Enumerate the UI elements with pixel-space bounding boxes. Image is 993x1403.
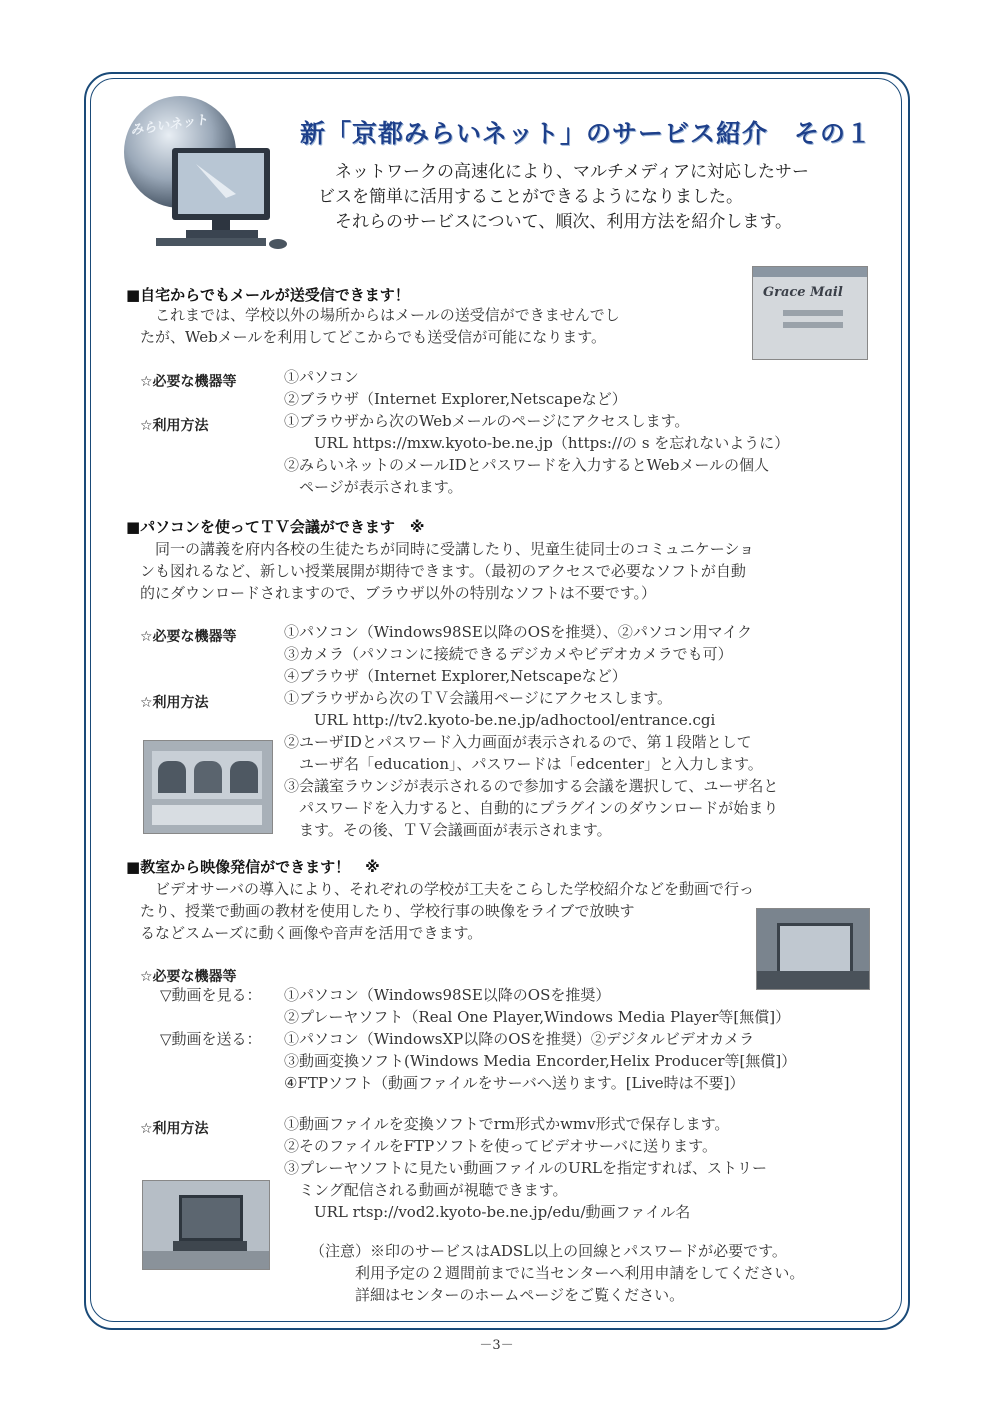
password-field [783,322,843,328]
usage-url: URL rtsp://vod2.kyoto-be.ne.jp/edu/動画ファイル名 [284,1203,691,1221]
login-field [783,310,843,316]
intro-line: ビスを簡単に活用することができるようになりました。 [318,187,743,207]
view-label: ▽動画を見る： [160,986,262,1004]
keyboard [173,1241,247,1251]
monitor-screen [179,1195,243,1241]
usage-item: ます。その後、ＴＶ会議画面が表示されます。 [284,821,612,839]
section-heading-tv: ■パソコンを使ってＴＶ会議ができます ※ [126,518,425,536]
section-heading-mail: ■自宅からでもメールが送受信できます！ [126,286,410,304]
usage-label: ☆利用方法 [140,695,209,711]
section-heading-video: ■教室から映像発信ができます！ ※ [126,858,380,876]
intro-line: ネットワークの高速化により、マルチメディアに対応したサー [318,162,809,182]
classroom-pc-photo [142,1180,270,1270]
tv-conference-screenshot [143,740,273,834]
window-titlebar [753,267,867,277]
notice-line: 利用予定の２週間前までに当センターへ利用申請をしてください。 [310,1264,805,1282]
usage-item: ①ブラウザから次のWebメールのページにアクセスします。 [284,412,690,430]
usage-list-mail [284,410,789,498]
intro-line: それらのサービスについて、順次、利用方法を紹介します。 [318,212,792,232]
equipment-list-tv [284,621,752,687]
intro [318,160,878,235]
equipment-item: ①パソコン [284,368,359,386]
notice-line: 詳細はセンターのホームページをご覧ください。 [310,1286,685,1304]
section-body-tv [140,538,754,604]
page-number: －3－ [479,1338,514,1353]
equipment-item: ①パソコン（Windows98SE以降のOSを推奨） [284,986,611,1004]
webmail-logo-text: Grace Mail [763,285,843,300]
view-equipment-list [284,984,790,1028]
usage-item: ③プレーヤソフトに見たい動画ファイルのURLを指定すれば、ストリー [284,1159,767,1177]
participant-video [230,761,258,793]
equipment-item: ④FTPソフト（動画ファイルをサーバへ送ります。[Live時は不要]） [284,1074,745,1092]
equipment-item: ④ブラウザ（Internet Explorer,Netscapeなど） [284,667,627,685]
usage-item: ③会議室ラウンジが表示されるので参加する会議を選択して、ユーザ名と [284,777,779,795]
usage-item: ①ブラウザから次のＴＶ会議用ページにアクセスします。 [284,689,673,707]
usage-item: ミング配信される動画が視聴できます。 [284,1181,568,1199]
monitor-screen [777,923,853,975]
section-body-mail [140,304,620,348]
body-line: 同一の講義を府内各校の生徒たちが同時に受講したり、児童生徒同士のコミュニケーショ [140,540,755,558]
participant-video [158,761,186,793]
page-title: 新「京都みらいネット」のサービス紹介 その１ [300,119,873,148]
body-line: るなどスムーズに動く画像や音声を活用できます。 [140,924,483,942]
equipment-list-mail [284,366,627,410]
control-panel [152,805,262,825]
usage-url: URL https://mxw.kyoto-be.ne.jp（https://の s を忘れないように） [284,434,790,452]
equipment-item: ②ブラウザ（Internet Explorer,Netscapeなど） [284,390,627,408]
participant-video [194,761,222,793]
send-equipment-list [284,1028,796,1094]
section-body-video [140,878,754,944]
video-server-photo [756,908,870,990]
usage-label: ☆利用方法 [140,1121,209,1137]
notice [310,1240,804,1306]
body-line: ビデオサーバの導入により、それぞれの学校が工夫をこらした学校紹介などを動画で行っ [140,880,754,898]
usage-item: ①動画ファイルを変換ソフトでrm形式かwmv形式で保存します。 [284,1115,730,1133]
desk [143,1251,269,1269]
notice-line: （注意）※印のサービスはADSL以上の回線とパスワードが必要です。 [310,1242,787,1260]
equipment-label: ☆必要な機器等 [140,969,237,985]
body-line: 的にダウンロードされますので、ブラウザ以外の特別なソフトは不要です。） [140,584,657,602]
usage-label: ☆利用方法 [140,418,209,434]
usage-list-video [284,1113,767,1223]
equipment-label: ☆必要な機器等 [140,374,237,390]
usage-list-tv [284,687,778,841]
usage-item: ②そのファイルをFTPソフトを使ってビデオサーバに送ります。 [284,1137,717,1155]
body-line: たり、授業で動画の教材を使用したり、学校行事の映像をライブで放映す [140,902,635,920]
send-label: ▽動画を送る： [160,1030,262,1048]
body-line: ンも図れるなど、新しい授業展開が期待できます。（最初のアクセスで必要なソフトが自動 [140,562,746,580]
equipment-item: ②プレーヤソフト（Real One Player,Windows Media Player等[無償]） [284,1008,791,1026]
equipment-label: ☆必要な機器等 [140,629,237,645]
equipment-item: ①パソコン（Windows98SE以降のOSを推奨）、②パソコン用マイク [284,623,752,641]
body-line: たが、Webメールを利用してどこからでも送受信が可能になります。 [140,328,607,346]
webmail-screenshot [752,266,868,360]
usage-item: ②みらいネットのメールIDとパスワードを入力するとWebメールの個人 [284,456,770,474]
logo-text: みらいネット [129,112,209,139]
equipment-item: ③動画変換ソフト(Windows Media Encorder,Helix Producer等[無償]） [284,1052,797,1070]
usage-item: ②ユーザIDとパスワード入力画面が表示されるので、第１段階として [284,733,752,751]
usage-url: URL http://tv2.kyoto-be.ne.jp/adhoctool/entrance.cgi [284,711,716,729]
equipment-item: ①パソコン（WindowsXP以降のOSを推奨）②デジタルビデオカメラ [284,1030,755,1048]
usage-item: パスワードを入力すると、自動的にプラグインのダウンロードが始まり [284,799,779,817]
usage-item: ユーザ名「education」、パスワードは「edcenter」と入力します。 [284,755,763,773]
computer-globe-illustration [116,94,292,254]
usage-item: ページが表示されます。 [284,478,463,496]
equipment-item: ③カメラ（パソコンに接続できるデジカメやビデオカメラでも可） [284,645,733,663]
body-line: これまでは、学校以外の場所からはメールの送受信ができませんでし [140,306,620,324]
